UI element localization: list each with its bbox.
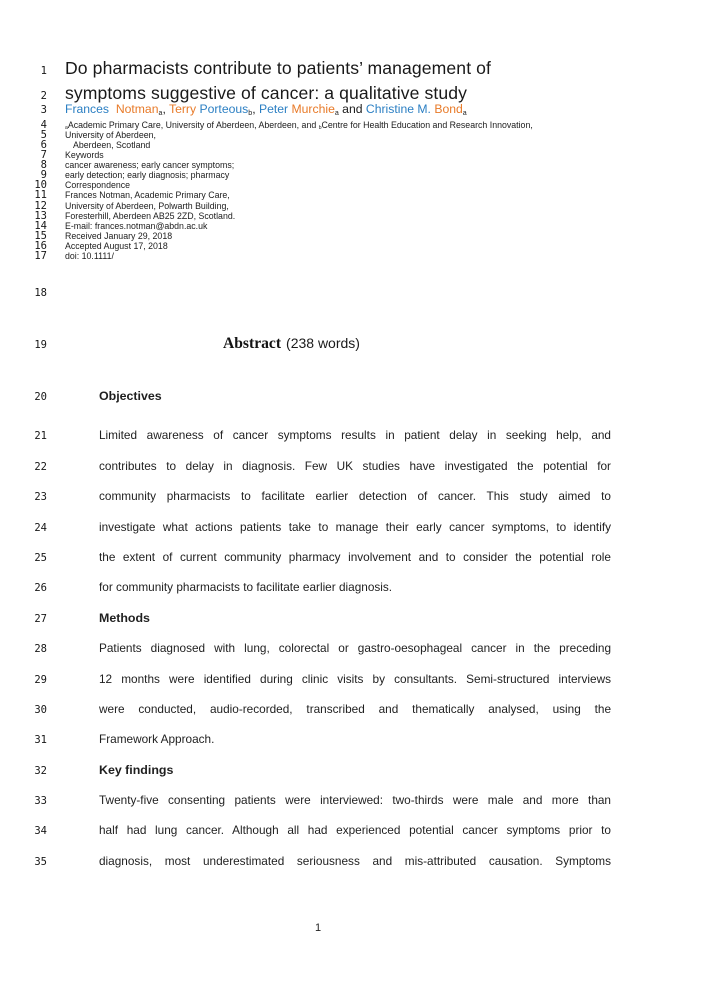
- meta-line-text: University of Aberdeen, Polwarth Building,: [65, 200, 229, 211]
- abstract-heading: Abstract: [223, 335, 282, 352]
- author-segment: Christine M.: [365, 102, 435, 116]
- line-number: 31: [34, 734, 47, 747]
- meta-row: [0, 190, 707, 200]
- line-number: 16: [34, 240, 47, 253]
- author-segment: ,: [252, 102, 259, 116]
- body-line-text: Objectives: [99, 389, 162, 403]
- body-line-text: diagnosis, most underestimated seriousness and mis-attributed causation. Symptoms: [99, 853, 611, 868]
- body-line-text: contributes to delay in diagnosis. Few UK studies have investigated the potential for: [99, 458, 611, 473]
- body-row: [0, 763, 707, 793]
- meta-row: [0, 160, 707, 170]
- abstract-body: [0, 389, 707, 884]
- author-segment: Frances: [65, 102, 116, 116]
- meta-line-text: Accepted August 17, 2018: [65, 241, 168, 252]
- line-number: 12: [34, 199, 47, 212]
- body-line-text: for community pharmacists to facilitate earlier diagnosis.: [99, 580, 393, 595]
- abstract-row: [0, 335, 707, 353]
- author-segment: Terry: [169, 102, 200, 116]
- abstract-word-count: (238 words): [286, 335, 360, 351]
- body-line-text: Key findings: [99, 762, 174, 777]
- blank-row: [0, 288, 707, 299]
- author-segment: Murchie: [291, 102, 335, 116]
- line-number: 27: [34, 612, 47, 625]
- author-segment: a: [158, 109, 163, 117]
- line-number: 4: [40, 118, 47, 131]
- body-row: [0, 672, 707, 702]
- author-segment: Bond: [434, 102, 463, 116]
- body-row: [0, 550, 707, 580]
- meta-row: [0, 180, 707, 190]
- body-line-text: were conducted, audio-recorded, transcribed and thematically analysed, using the: [99, 701, 611, 716]
- body-line-text: Limited awareness of cancer symptoms results in patient delay in seeking help, and: [99, 428, 611, 443]
- line-number: 35: [34, 855, 47, 868]
- line-number: 6: [40, 138, 47, 151]
- line-number: 24: [34, 521, 47, 534]
- meta-line-text: Foresterhill, Aberdeen AB25 2ZD, Scotland.: [65, 210, 236, 221]
- body-row: [0, 702, 707, 732]
- abstract-heading-line: [65, 335, 360, 353]
- title-line-1-row: [0, 58, 707, 79]
- affiliation-segment: Academic Primary Care, University of Aberdeen, Aberdeen, and: [67, 119, 319, 130]
- meta-row: [0, 170, 707, 180]
- meta-row: [0, 221, 707, 231]
- meta-row: [0, 241, 707, 251]
- line-number: 29: [34, 673, 47, 686]
- meta-line-text: doi: 10.1111/: [65, 251, 114, 262]
- line-number: 5: [40, 128, 47, 141]
- meta-line-text: early detection; early diagnosis; pharmacy: [65, 170, 230, 181]
- body-row: [0, 854, 707, 884]
- body-row: [0, 823, 707, 853]
- author-segment: ,: [162, 102, 169, 116]
- line-number: 26: [34, 582, 47, 595]
- body-row: [0, 611, 707, 641]
- line-number: 20: [34, 391, 47, 403]
- body-row: [0, 389, 707, 428]
- body-line-text: Framework Approach.: [99, 732, 215, 747]
- meta-row: [0, 211, 707, 221]
- meta-row: [0, 231, 707, 241]
- author-segment: a: [334, 109, 339, 117]
- metadata-block: [0, 120, 707, 262]
- meta-row: [0, 150, 707, 160]
- meta-line-text: University of Aberdeen,: [65, 129, 156, 140]
- body-row: [0, 580, 707, 610]
- line-number: 8: [40, 159, 47, 172]
- author-segment: and: [338, 102, 366, 116]
- meta-line-text: E-mail: frances.notman@abdn.ac.uk: [65, 220, 208, 231]
- body-row: [0, 520, 707, 550]
- line-number: 3: [40, 104, 47, 116]
- meta-row: [0, 201, 707, 211]
- affiliation-segment: Centre for Health Education and Research Innovation,: [321, 119, 533, 130]
- body-line-text: Twenty-five consenting patients were interviewed: two-thirds were male and more than: [99, 793, 611, 808]
- page-number: 1: [314, 922, 322, 934]
- meta-line-text: Frances Notman, Academic Primary Care,: [65, 190, 230, 201]
- line-number: 30: [34, 703, 47, 716]
- paper-title-line-2: symptoms suggestive of cancer: a qualitative study: [65, 83, 468, 103]
- body-line-text: Methods: [99, 610, 150, 625]
- authors-line: [65, 102, 467, 116]
- body-row: [0, 641, 707, 671]
- body-line-text: half had lung cancer. Although all had experienced potential cancer symptoms prior to: [99, 823, 611, 838]
- line-number: 14: [34, 219, 47, 232]
- affiliation-line: [65, 121, 533, 130]
- line-number: 17: [34, 250, 47, 263]
- author-segment: b: [248, 109, 253, 117]
- line-number: 11: [34, 189, 47, 202]
- body-row: [0, 489, 707, 519]
- line-number: 18: [34, 287, 47, 299]
- line-number: 21: [34, 430, 47, 443]
- line-number: 25: [34, 551, 47, 564]
- meta-line-text: Keywords: [65, 149, 104, 160]
- paper-title-line-1: Do pharmacists contribute to patients’ management of: [65, 58, 492, 78]
- body-line-text: community pharmacists to facilitate earlier detection of cancer. This study aimed to: [99, 489, 611, 504]
- author-segment: a: [462, 109, 467, 117]
- line-number: 15: [34, 230, 47, 243]
- meta-row: [0, 251, 707, 261]
- body-row: [0, 732, 707, 762]
- line-number: 1: [40, 65, 47, 77]
- meta-row: [0, 130, 707, 140]
- meta-line-text: Correspondence: [65, 180, 131, 191]
- line-number: 32: [34, 764, 47, 777]
- meta-line-text: Aberdeen, Scotland: [73, 139, 151, 150]
- author-segment: Notman: [115, 102, 159, 116]
- affiliation-segment: a: [65, 124, 68, 131]
- line-number: 23: [34, 491, 47, 504]
- line-number: 22: [34, 460, 47, 473]
- author-segment: Peter: [258, 102, 292, 116]
- title-line-2-row: [0, 83, 707, 104]
- body-line-text: investigate what actions patients take to manage their early cancer symptoms, to identify: [99, 519, 611, 534]
- meta-line-text: Received January 29, 2018: [65, 231, 173, 242]
- line-number: 2: [40, 90, 47, 102]
- line-number: 7: [40, 148, 47, 161]
- line-number: 34: [34, 825, 47, 838]
- line-number: 13: [34, 209, 47, 222]
- body-row: [0, 459, 707, 489]
- line-number: 19: [34, 339, 47, 351]
- authors-row: [0, 102, 707, 116]
- affiliation-row: [0, 120, 707, 130]
- body-row: [0, 428, 707, 458]
- line-number: 28: [34, 643, 47, 656]
- line-number: 33: [34, 795, 47, 808]
- body-row: [0, 793, 707, 823]
- meta-line-text: cancer awareness; early cancer symptoms;: [65, 160, 235, 171]
- meta-row: [0, 140, 707, 150]
- body-line-text: the extent of current community pharmacy involvement and to consider the potential role: [99, 549, 611, 564]
- body-line-text: 12 months were identified during clinic visits by consultants. Semi-structured interviews: [99, 671, 611, 686]
- affiliation-segment: b: [318, 124, 322, 131]
- author-segment: Porteous: [199, 102, 249, 116]
- line-number: 9: [40, 169, 47, 182]
- body-line-text: Patients diagnosed with lung, colorectal or gastro-oesophageal cancer in the preceding: [99, 641, 611, 656]
- line-number: 10: [34, 179, 47, 192]
